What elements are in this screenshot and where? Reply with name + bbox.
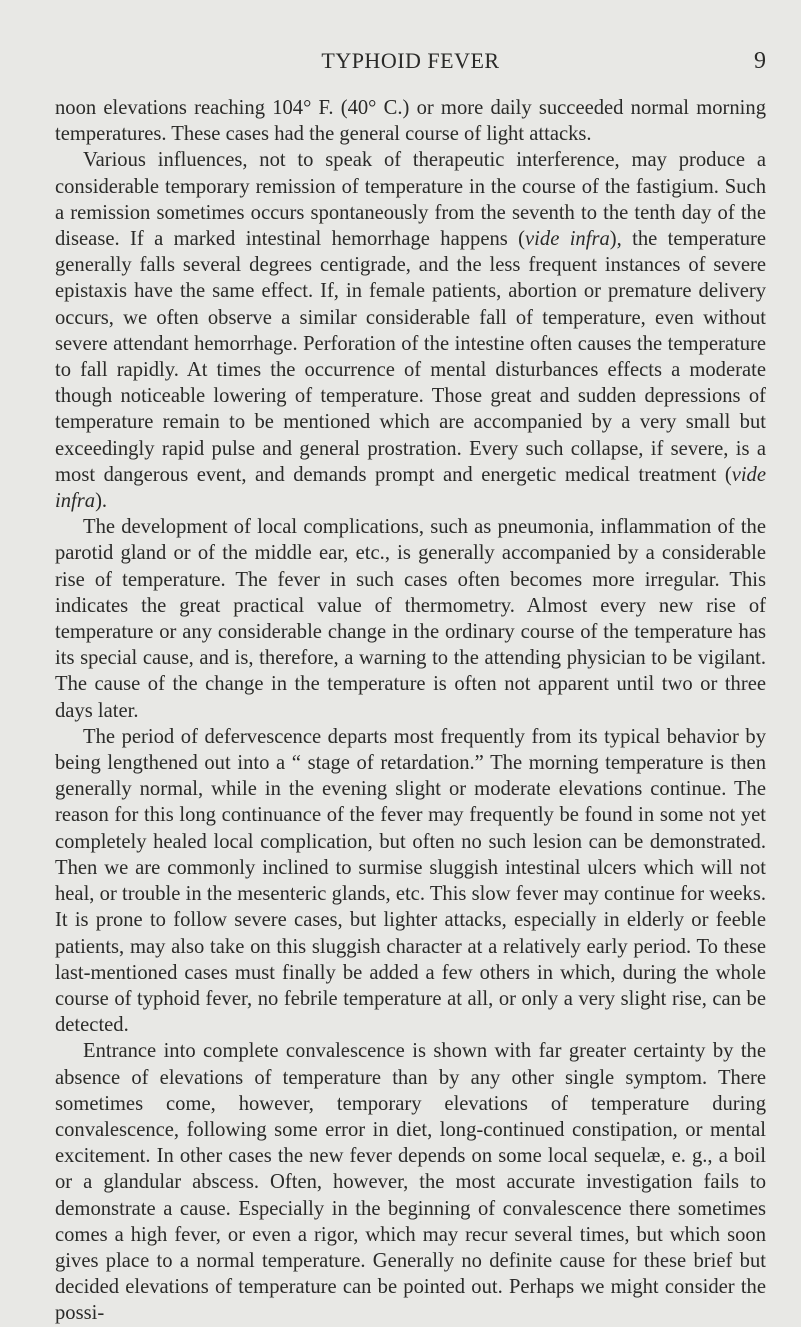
- text-run: Various influences, not to speak of therapeutic interference, may produce a considerable temporary remission of temperature in the course of the fastigium. Such a remission sometimes occurs spontaneously from the seventh to the tenth day of the disease. If a marked intestinal hemorrhage happens (: [55, 149, 766, 251]
- text-run: The development of local complications, such as pneumonia, inflammation of the parotid gland or of the middle ear, etc., is generally accompanied by a considerable rise of temperature. The fever in such cases often becomes more irregular. This indicates the great practical value of thermometry. Almost every new rise of temperature or any considerable change in the ordinary course of the temperature has its special cause, and is, therefore, a warning to the attending physician to be vigilant. The cause of the change in the temperature is often not apparent until two or three days later.: [55, 516, 766, 722]
- text-run: ).: [95, 490, 108, 513]
- text-run: noon elevations reaching 104° F. (40° C.) or more daily succeeded normal morning temperatures. These cases had the general course of light attacks.: [55, 97, 766, 146]
- text-run: Entrance into complete convalescence is shown with far greater certainty by the absence of elevations of temperature than by any other single symptom. There sometimes come, however, temporary elevations of temperature during convalescence, following some error in diet, long-continued constipation, or mental excitement. In other cases the new fever depends on some local sequelæ, e. g., a boil or a glandular abscess. Often, however, the most accurate investigation fails to demonstrate a cause. Especially in the beginning of convalescence there sometimes comes a high fever, or even a rigor, which may recur several times, but which soon gives place to a normal temperature. Generally no definite cause for these brief but decided elevations of temperature can be pointed out. Perhaps we might consider the possi-: [55, 1040, 766, 1325]
- text-run: The period of defervescence departs most frequently from its typical behavior by being lengthened out into a “ stage of retardation.” The morning temperature is then generally normal, while in the evening slight or moderate elevations continue. The reason for this long continuance of the fever may frequently be found in some not yet completely healed local complication, but often no such lesion can be demonstrated. Then we are commonly inclined to surmise sluggish intestinal ulcers which will not heal, or trouble in the mesenteric glands, etc. This slow fever may continue for weeks. It is prone to follow severe cases, but lighter attacks, especially in elderly or feeble patients, may also take on this sluggish character at a relatively early period. To these last-mentioned cases must finally be added a few others in which, during the whole course of typhoid fever, no febrile temperature at all, or only a very slight rise, can be detected.: [55, 725, 766, 1037]
- paragraph-defervescence: [55, 724, 766, 1038]
- italic-reference: vide infra: [525, 228, 610, 251]
- paragraph-temperature-remission: [55, 147, 766, 514]
- page-number: 9: [754, 48, 766, 74]
- body-text: [55, 95, 766, 1327]
- italic-reference: vide infra: [55, 463, 766, 513]
- paragraph-continuation: [55, 95, 766, 147]
- text-run: ), the temperature generally falls several degrees centigrade, and the less frequent instances of severe epistaxis have the same effect. If, in female patients, abortion or premature delivery occurs, we often observe a similar considerable fall of temperature, even without severe attendant hemorrhage. Perforation of the intestine often causes the temperature to fall rapidly. At times the occurrence of mental disturbances effects a moderate though noticeable lowering of temperature. Those great and sudden depressions of temperature remain to be mentioned which are accompanied by a very small but exceedingly rapid pulse and general prostration. Every such collapse, if severe, is a most dangerous event, and demands prompt and energetic medical treatment (: [55, 228, 767, 486]
- running-title: TYPHOID FEVER: [321, 48, 500, 73]
- paragraph-convalescence: [55, 1038, 766, 1326]
- paragraph-local-complications: [55, 514, 766, 724]
- page-header: [55, 48, 766, 78]
